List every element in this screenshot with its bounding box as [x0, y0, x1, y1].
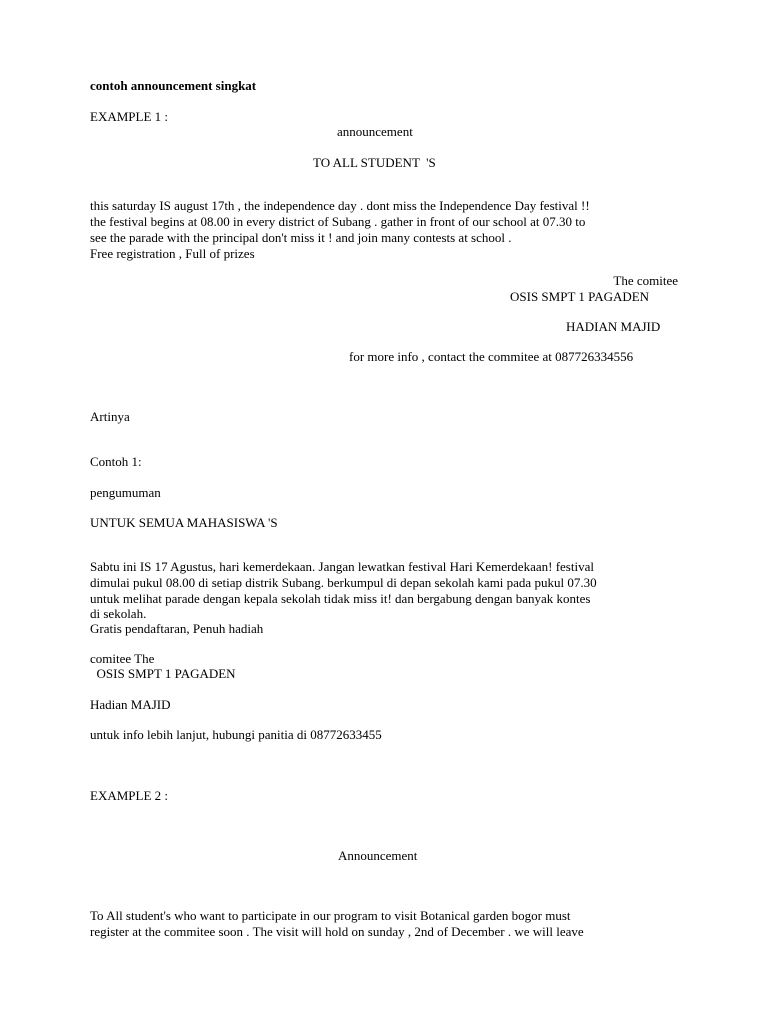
- example1-sign-committee: The comitee: [613, 273, 678, 288]
- example1-label: EXAMPLE 1 :: [90, 109, 168, 124]
- translation-body-line: Sabtu ini IS 17 Agustus, hari kemerdekaan. Jangan lewatkan festival Hari Kemerdekaan! festival: [90, 559, 594, 574]
- example2-heading: Announcement: [338, 848, 418, 863]
- example1-body-line: Free registration , Full of prizes: [90, 246, 255, 261]
- translation-body-line: untuk melihat parade dengan kepala sekolah tidak miss it! dan bergabung dengan banyak kontes: [90, 591, 591, 606]
- document-title: contoh announcement singkat: [90, 78, 257, 93]
- translation-body-line: di sekolah.: [90, 606, 147, 621]
- example1-contact: for more info , contact the commitee at 087726334556: [349, 349, 634, 364]
- translation-contact: untuk info lebih lanjut, hubungi panitia di 08772633455: [90, 727, 382, 742]
- example2-body-line: register at the commitee soon . The visit will hold on sunday , 2nd of December . we will leave: [90, 924, 584, 939]
- example1-body-line: the festival begins at 08.00 in every district of Subang . gather in front of our school at 07.30 to: [90, 214, 586, 229]
- translation-sign-committee: comitee The: [90, 651, 155, 666]
- example1-body-line: see the parade with the principal don't miss it ! and join many contests at school .: [90, 230, 512, 245]
- example1-to-line: TO ALL STUDENT 'S: [313, 155, 436, 170]
- example2-body-line: To All student's who want to participate in our program to visit Botanical garden bogor must: [90, 908, 571, 923]
- example1-heading: announcement: [337, 124, 413, 139]
- example2-label: EXAMPLE 2 :: [90, 788, 168, 803]
- translation-sign-org: OSIS SMPT 1 PAGADEN: [90, 666, 236, 681]
- translation-label: Artinya: [90, 409, 130, 424]
- example1-sign-name: HADIAN MAJID: [566, 319, 661, 334]
- translation-body-line: dimulai pukul 08.00 di setiap distrik Subang. berkumpul di depan sekolah kami pada pukul 07.30: [90, 575, 597, 590]
- translation-example-label: Contoh 1:: [90, 454, 142, 469]
- example1-sign-org: OSIS SMPT 1 PAGADEN: [510, 289, 650, 304]
- translation-body-line: Gratis pendaftaran, Penuh hadiah: [90, 621, 264, 636]
- translation-to-line: UNTUK SEMUA MAHASISWA 'S: [90, 515, 278, 530]
- translation-heading: pengumuman: [90, 485, 161, 500]
- translation-sign-name: Hadian MAJID: [90, 697, 171, 712]
- example1-body-line: this saturday IS august 17th , the independence day . dont miss the Independence Day festival !!: [90, 198, 590, 213]
